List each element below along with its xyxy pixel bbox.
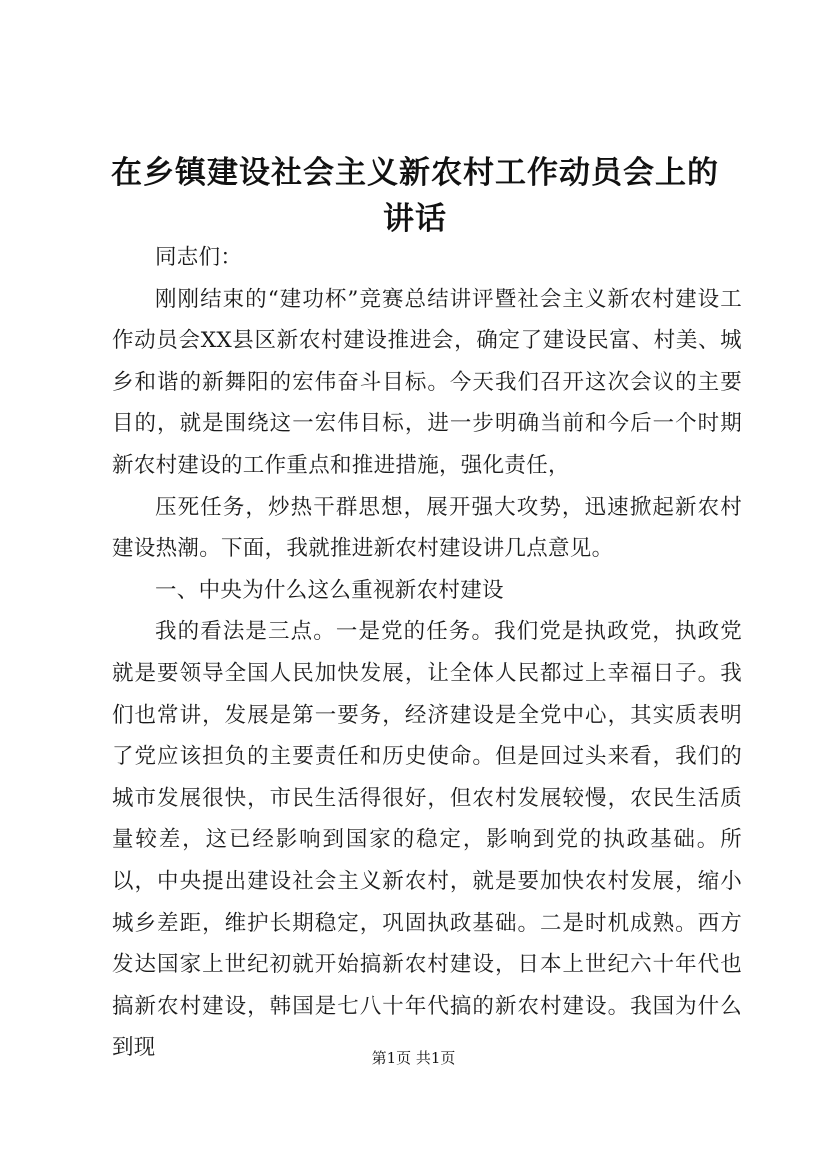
document-body: [112, 237, 742, 1069]
section-heading: 一、中央为什么这么重视新农村建设: [155, 577, 504, 603]
salutation-paragraph: 同志们：: [155, 245, 243, 270]
body-paragraph: 我的看法是三点。一是党的任务。我们党是执政党，执政党就是要领导全国人民加快发展，让全体人民都过上幸福日子。我们也常讲，发展是第一要务，经济建设是全党中心，其实质表明了党应该担负的主要责任和历史使命。但是回过头来看，我们的城市发展很快，市民生活得很好，但农村发展较慢，农民生活质量较差，这已经影响到国家的稳定，影响到党的执政基础。所以，中央提出建设社会主义新农村，就是要加快农村发展，缩小城乡差距，维护长期稳定，巩固执政基础。二是时机成熟。西方发达国家上世纪初就开始搞新农村建设，日本上世纪六十年代也搞新农村建设，韩国是七八十年代搞的新农村建设。我国为什么到现: [112, 619, 742, 1061]
page-footer: 第1页 共1页: [371, 1049, 456, 1067]
document-title: 在乡镇建设社会主义新农村工作动员会上的讲话: [111, 155, 719, 237]
body-paragraph: 压死任务，炒热干群思想，展开强大攻势，迅速掀起新农村建设热潮。下面，我就推进新农村建设讲几点意见。: [112, 494, 742, 562]
body-paragraph: 刚刚结束的“建功杯”竞赛总结讲评暨社会主义新农村建设工作动员会XX县区新农村建设推进会，确定了建设民富、村美、城乡和谐的新舞阳的宏伟奋斗目标。今天我们召开这次会议的主要目的，就是围绕这一宏伟目标，进一步明确当前和今后一个时期新农村建设的工作重点和推进措施，强化责任，: [112, 286, 742, 478]
